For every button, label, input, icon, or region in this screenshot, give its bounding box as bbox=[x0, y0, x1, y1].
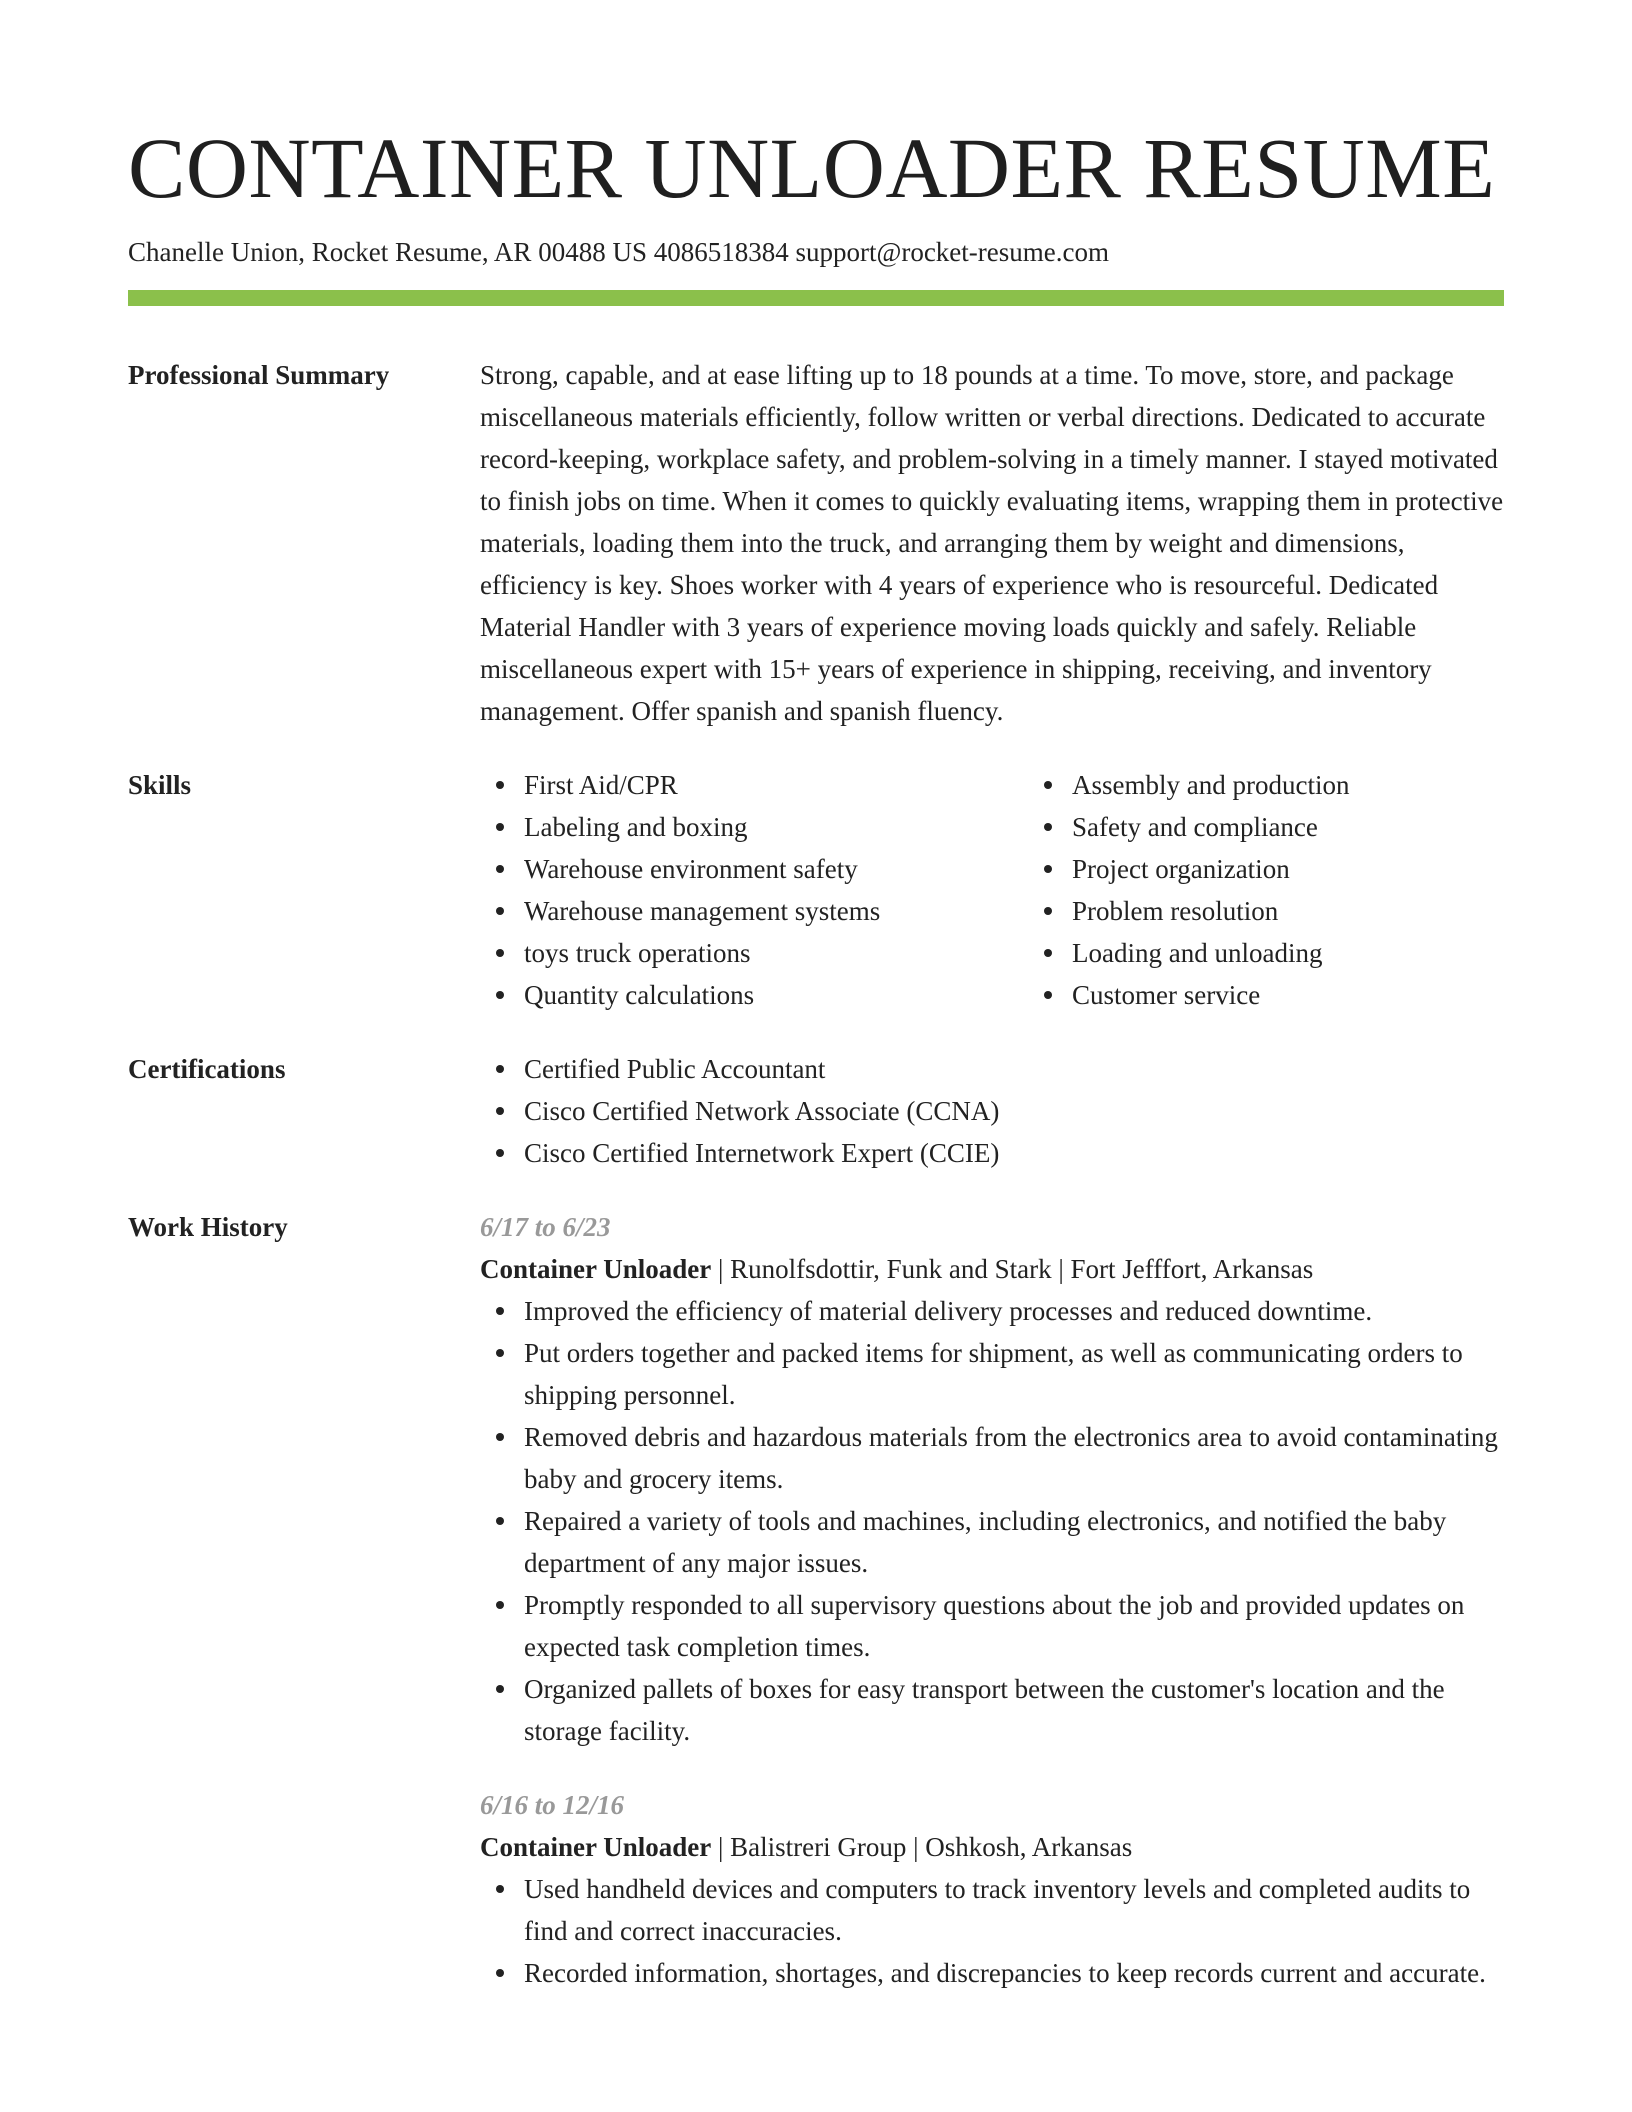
job-bullets bbox=[480, 1290, 1504, 1752]
job-bullet: Repaired a variety of tools and machines, including electronics, and notified the baby department of any major issues. bbox=[524, 1500, 1504, 1584]
summary-text: Strong, capable, and at ease lifting up to 18 pounds at a time. To move, store, and package miscellaneous materials efficiently, follow written or verbal directions. Dedicated to accurate record-keeping, workplace safety, and problem-solving in a timely manner. I stayed motivated to finish jobs on time. When it comes to quickly evaluating items, wrapping them in protective materials, loading them into the truck, and arranging them by weight and dimensions, efficiency is key. Shoes worker with 4 years of experience who is resourceful. Dedicated Material Handler with 3 years of experience moving loads quickly and safely. Reliable miscellaneous expert with 15+ years of experience in shipping, receiving, and inventory management. Offer spanish and spanish fluency. bbox=[480, 360, 1504, 726]
job-employer-location: | Runolfsdottir, Funk and Stark | Fort Jefffort, Arkansas bbox=[711, 1254, 1314, 1284]
section-label-summary: Professional Summary bbox=[128, 360, 390, 390]
certification-item: Cisco Certified Internetwork Expert (CCIE) bbox=[524, 1132, 1504, 1174]
job-bullets bbox=[480, 1868, 1504, 1994]
section-label-certifications: Certifications bbox=[128, 1054, 286, 1084]
skills-list-right bbox=[1028, 764, 1349, 1016]
certification-item: Cisco Certified Network Associate (CCNA) bbox=[524, 1090, 1504, 1132]
resume-title: CONTAINER UNLOADER RESUME bbox=[128, 120, 1496, 216]
job-bullet: Improved the efficiency of material delivery processes and reduced downtime. bbox=[524, 1290, 1504, 1332]
job-dates: 6/17 to 6/23 bbox=[480, 1212, 611, 1242]
skill-item: Problem resolution bbox=[1072, 890, 1349, 932]
contact-line: Chanelle Union, Rocket Resume, AR 00488 US 4086518384 support@rocket-resume.com bbox=[128, 237, 1109, 267]
job-dates: 6/16 to 12/16 bbox=[480, 1790, 625, 1820]
certification-item: Certified Public Accountant bbox=[524, 1048, 1504, 1090]
certifications-section bbox=[128, 1048, 1504, 1174]
skill-item: Warehouse management systems bbox=[524, 890, 1028, 932]
skills-section bbox=[128, 764, 1504, 1016]
job-title: Container Unloader bbox=[480, 1254, 712, 1284]
job-heading bbox=[480, 1826, 1504, 1868]
job-bullet: Recorded information, shortages, and discrepancies to keep records current and accurate. bbox=[524, 1952, 1504, 1994]
job-heading bbox=[480, 1248, 1504, 1290]
job-bullet: Organized pallets of boxes for easy transport between the customer's location and the storage facility. bbox=[524, 1668, 1504, 1752]
skills-list-left bbox=[480, 764, 1028, 1016]
skill-item: Loading and unloading bbox=[1072, 932, 1349, 974]
section-label-skills: Skills bbox=[128, 770, 192, 800]
work-history-section bbox=[128, 1206, 1504, 1994]
skill-item: Warehouse environment safety bbox=[524, 848, 1028, 890]
skill-item: Quantity calculations bbox=[524, 974, 1028, 1016]
skill-item: toys truck operations bbox=[524, 932, 1028, 974]
skill-item: Safety and compliance bbox=[1072, 806, 1349, 848]
header-divider bbox=[128, 290, 1504, 306]
skill-item: Assembly and production bbox=[1072, 764, 1349, 806]
skills-grid bbox=[480, 764, 1504, 1016]
job-entry bbox=[480, 1206, 1504, 1752]
job-bullet: Used handheld devices and computers to track inventory levels and completed audits to find and correct inaccuracies. bbox=[524, 1868, 1504, 1952]
skill-item: Customer service bbox=[1072, 974, 1349, 1016]
resume-page bbox=[128, 118, 1504, 1994]
job-bullet: Put orders together and packed items for shipment, as well as communicating orders to shipping personnel. bbox=[524, 1332, 1504, 1416]
skill-item: Labeling and boxing bbox=[524, 806, 1028, 848]
job-bullet: Promptly responded to all supervisory questions about the job and provided updates on expected task completion times. bbox=[524, 1584, 1504, 1668]
job-title: Container Unloader bbox=[480, 1832, 712, 1862]
section-label-work-history: Work History bbox=[128, 1212, 288, 1242]
summary-section bbox=[128, 354, 1504, 732]
job-entry bbox=[480, 1784, 1504, 1994]
certifications-list bbox=[480, 1048, 1504, 1174]
skill-item: Project organization bbox=[1072, 848, 1349, 890]
skill-item: First Aid/CPR bbox=[524, 764, 1028, 806]
job-employer-location: | Balistreri Group | Oshkosh, Arkansas bbox=[711, 1832, 1133, 1862]
job-bullet: Removed debris and hazardous materials from the electronics area to avoid contaminating baby and grocery items. bbox=[524, 1416, 1504, 1500]
